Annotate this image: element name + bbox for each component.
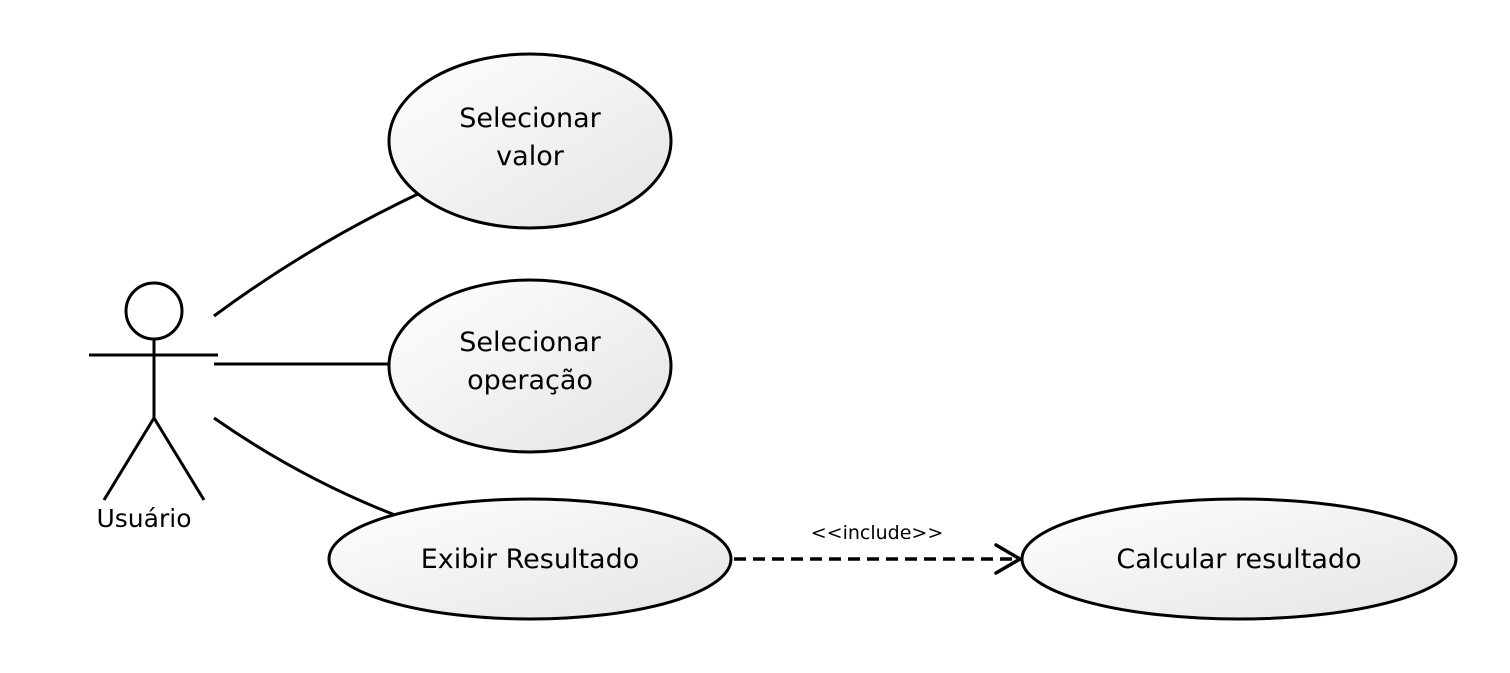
use-case-selecionar-valor[interactable]: [389, 54, 671, 228]
use-case-exibir-resultado[interactable]: [329, 499, 731, 619]
use-case-label: Exibir Resultado: [420, 544, 640, 575]
actor-label: Usuário: [96, 504, 192, 533]
include-relationship[interactable]: [734, 522, 1020, 573]
use-case-label-line2: operação: [467, 365, 593, 396]
association-selecionar-valor: [214, 193, 420, 316]
actor-head: [126, 283, 182, 339]
use-case-label-line1: Selecionar: [459, 327, 601, 358]
use-case-label: Calcular resultado: [1116, 544, 1362, 575]
actor-left-leg: [104, 418, 154, 500]
use-case-selecionar-operacao[interactable]: [389, 280, 671, 452]
association-exibir-resultado: [214, 418, 395, 515]
use-case-calcular-resultado[interactable]: [1022, 499, 1456, 619]
include-stereotype-label: <<include>>: [810, 522, 944, 544]
actor-usuario[interactable]: [89, 283, 218, 533]
actor-right-leg: [154, 418, 204, 500]
use-case-label-line1: Selecionar: [459, 103, 601, 134]
use-case-label-line2: valor: [496, 141, 564, 172]
